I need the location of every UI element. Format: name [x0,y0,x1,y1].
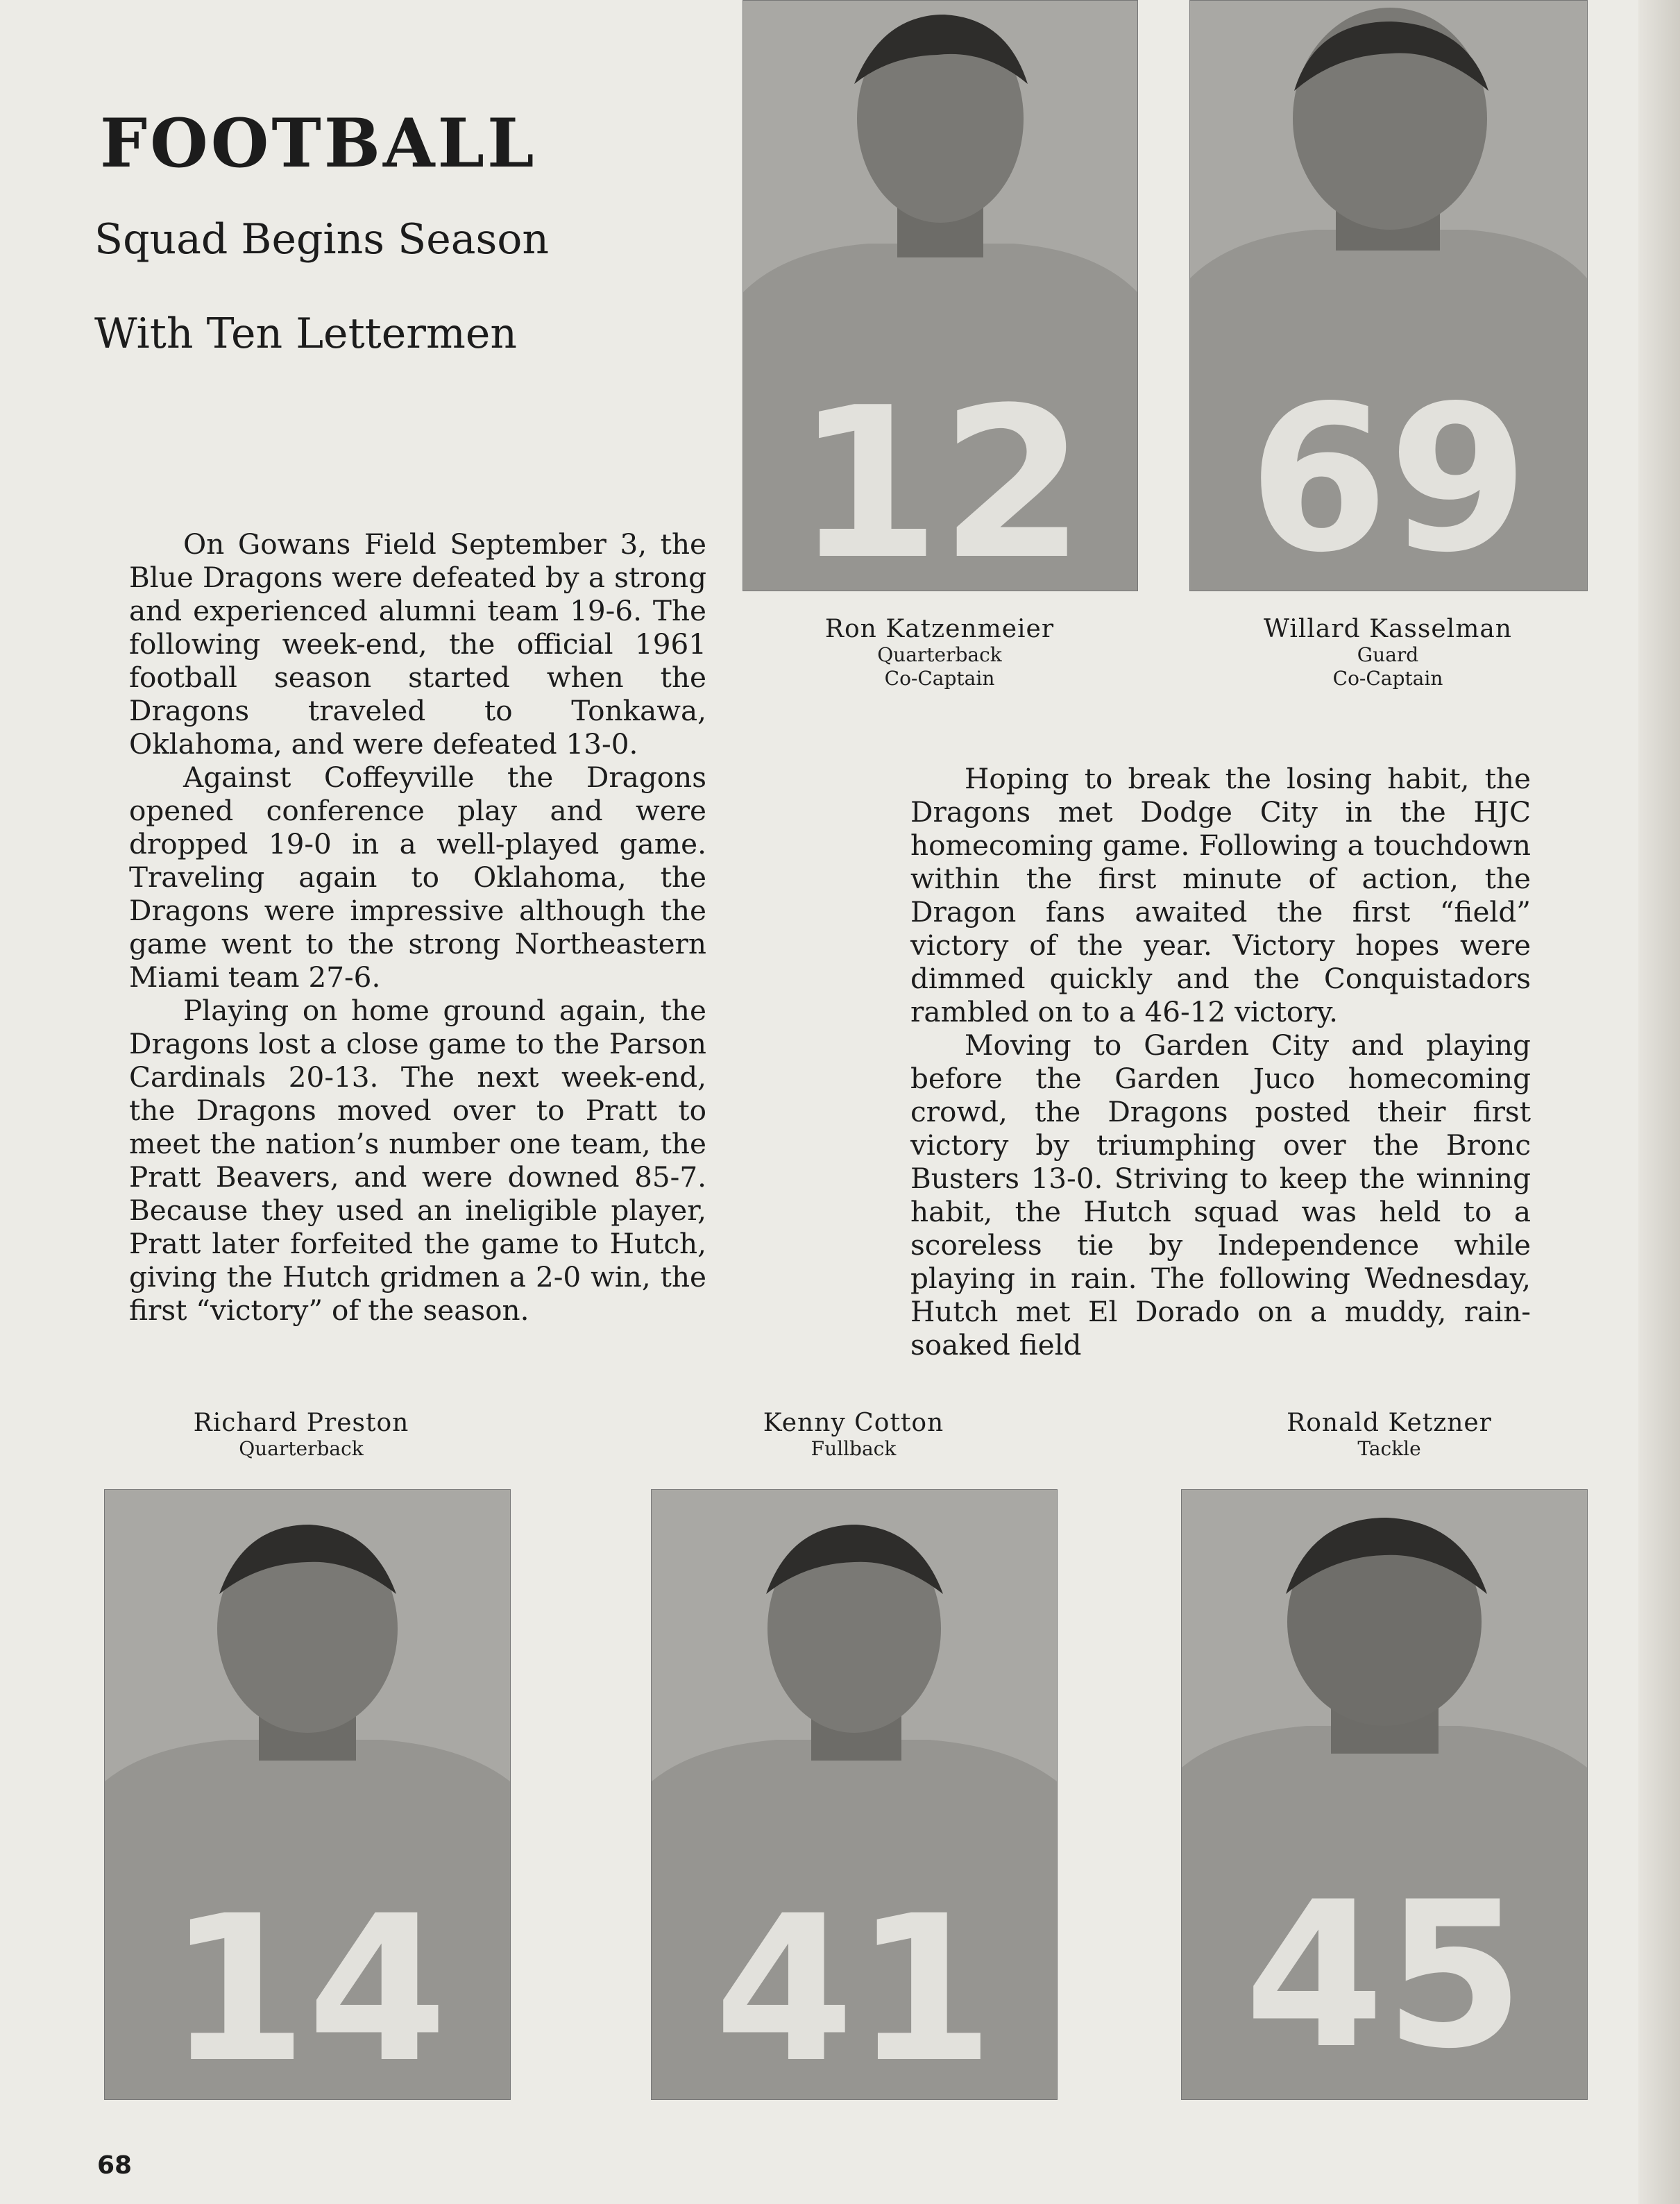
player-name: Willard Kasselman [1264,615,1512,643]
player-photo-preston [104,1489,511,2100]
player-position: Fullback [811,1437,897,1460]
player-photo-kasselman [1189,0,1588,591]
player-name: Richard Preston [193,1409,409,1437]
player-position: Quarterback [877,643,1002,666]
page-number: 68 [97,2151,133,2180]
subtitle-line-2: With Ten Lettermen [94,310,518,358]
player-role: Co-Captain [1332,667,1443,690]
caption-katzenmeier [763,615,1116,690]
player-position: Quarterback [239,1437,364,1460]
jersey-number: 12 [795,363,1085,591]
player-position: Tackle [1357,1437,1421,1460]
caption-kasselman [1212,615,1564,690]
jersey-number: 69 [1248,363,1529,591]
jersey-number: 41 [714,1873,994,2099]
article-paragraph: Moving to Garden City and playing before the Garden Juco homecoming crowd, the Dragons posted their first victory by triumphing over the Bronc Busters 13-0. Striving to keep the winning habit, the Hutch squad was held to a scoreless tie by Independence while playing in rain. The following Wednesday, Hutch met El Dorado on a muddy, rain-soaked field [910,1028,1531,1362]
page-title: FOOTBALL [100,104,537,183]
player-photo-ketzner [1181,1489,1588,2100]
caption-ketzner [1213,1409,1566,1461]
article-paragraph: Against Coffeyville the Dragons opened conference play and were dropped 19-0 in a well-played game. Traveling again to Oklahoma, the Dragons were impressive although the game went to the strong Northeastern Miami team 27-6. [129,761,706,994]
jersey-number: 45 [1244,1859,1525,2093]
jersey-number: 14 [167,1873,448,2099]
article-right-column [910,762,1531,1362]
caption-cotton [677,1409,1030,1461]
article-paragraph: On Gowans Field September 3, the Blue Dragons were defeated by a strong and experienced alumni team 19-6. The following week-end, the official 1961 football season started when the Dragons traveled to Tonkawa, Oklahoma, and were defeated 13-0. [129,527,706,761]
article-paragraph: Playing on home ground again, the Dragons lost a close game to the Parson Cardinals 20-13. The next week-end, the Dragons moved over to Pratt to meet the nation’s number one team, the Pratt Beavers, and were downed 85-7. Because they used an ineligible player, Pratt later forfeited the game to Hutch, giving the Hutch gridmen a 2-0 win, the first “victory” of the season. [129,994,706,1327]
player-position: Guard [1357,643,1419,666]
player-photo-katzenmeier [743,0,1138,591]
player-role: Co-Captain [884,667,995,690]
player-photo-cotton [651,1489,1058,2100]
caption-preston [125,1409,477,1461]
player-name: Ronald Ketzner [1287,1409,1492,1437]
subtitle-line-1: Squad Begins Season [94,215,550,264]
player-name: Ron Katzenmeier [824,615,1055,643]
page-binding-shadow [1638,0,1680,2204]
article-left-column [129,527,706,1327]
article-paragraph: Hoping to break the losing habit, the Dragons met Dodge City in the HJC homecoming game. Following a touchdown within the first minute of action, the Dragon fans awaited the first “field” victory of the year. Victory hopes were dimmed quickly and the Conquistadors rambled on to a 46-12 victory. [910,762,1531,1028]
player-name: Kenny Cotton [763,1409,944,1437]
